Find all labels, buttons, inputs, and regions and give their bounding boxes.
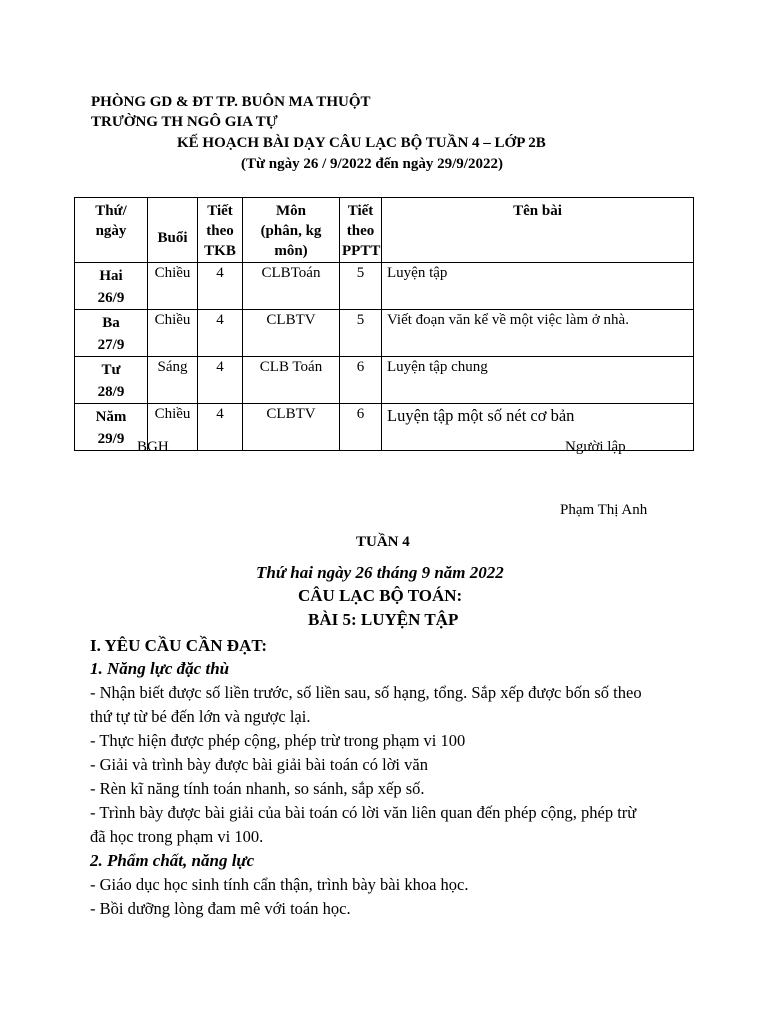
subject-cell: CLBTV [243,310,340,357]
session-cell: Chiều [148,263,198,310]
header-text: Thứ/ [95,203,127,219]
header-text: TKB [204,243,236,259]
subsection-heading: 2. Phẩm chất, năng lực [90,851,255,870]
day-name: Năm [95,409,127,425]
session-cell: Chiều [148,310,198,357]
paragraph-line: - Thực hiện được phép cộng, phép trừ trong phạm vi 100 [90,731,466,750]
header-text: Tiết [207,203,233,219]
col-header-pptt [340,198,382,263]
lesson-date: Thứ hai ngày 26 tháng 9 năm 2022 [256,563,504,582]
club-title: CÂU LẠC BỘ TOÁN: [298,586,463,605]
table-row [75,357,694,404]
header-text: Tiết [347,203,374,219]
pptt-cell: 5 [340,310,382,357]
period-cell: 4 [198,404,243,451]
subject-cell: CLB Toán [243,357,340,404]
day-name: Tư [101,362,121,378]
pptt-cell: 6 [340,404,382,451]
paragraph-line: - Giáo dục học sinh tính cẩn thận, trình bày bài khoa học. [90,875,469,894]
day-date: 27/9 [97,337,125,353]
subject-cell: CLBTV [243,404,340,451]
section-heading: I. YÊU CẦU CẦN ĐẠT: [90,636,268,655]
header-text: Buổi [157,230,188,246]
header-text: PPTT [342,243,381,259]
day-name: Ba [102,315,120,331]
day-date: 28/9 [97,384,125,400]
lesson-cell: Luyện tập chung [382,357,694,404]
header-text: theo [346,223,375,239]
paragraph-line: - Nhận biết được số liền trước, số liền sau, số hạng, tổng. Sắp xếp được bốn số theo [90,683,642,702]
period-cell: 4 [198,357,243,404]
header-text: Tên bài [513,203,562,219]
col-header-lesson [382,198,694,263]
subject-cell: CLBToán [243,263,340,310]
subsection-heading: 1. Năng lực đặc thù [90,659,230,678]
author-name: Phạm Thị Anh [560,502,648,518]
table-row [75,310,694,357]
paragraph-line: - Trình bày được bài giải của bài toán có lời văn liên quan đến phép cộng, phép trừ [90,803,637,822]
week-label: TUẦN 4 [356,534,410,550]
pptt-cell: 6 [340,357,382,404]
plan-title: KẾ HOẠCH BÀI DẠY CÂU LẠC BỘ TUẦN 4 – LỚP 2B [177,135,546,151]
paragraph-line: - Bồi dưỡng lòng đam mê với toán học. [90,899,351,918]
signature-left-label: BGH [137,439,169,455]
day-cell [75,263,148,310]
lesson-cell: Luyện tập [382,263,694,310]
table-header-row [75,198,694,263]
lesson-cell: Viết đoạn văn kể về một việc làm ở nhà. [382,310,694,357]
day-cell [75,357,148,404]
header-text: ngày [95,223,127,239]
day-name: Hai [99,268,123,284]
department-name: PHÒNG GD & ĐT TP. BUÔN MA THUỘT [91,94,371,110]
day-date: 29/9 [97,431,125,447]
col-header-tkb [198,198,243,263]
period-cell: 4 [198,310,243,357]
col-header-subject [243,198,340,263]
table-row [75,263,694,310]
lesson-title: BÀI 5: LUYỆN TẬP [308,610,459,629]
pptt-cell: 5 [340,263,382,310]
header-text: Môn [276,203,306,219]
session-cell: Sáng [148,357,198,404]
col-header-session [148,198,198,263]
header-text: môn) [274,243,308,259]
day-date: 26/9 [97,290,125,306]
day-cell [75,310,148,357]
date-range: (Từ ngày 26 / 9/2022 đến ngày 29/9/2022) [241,156,503,172]
lesson-cell: Luyện tập một số nét cơ bản [382,404,694,451]
col-header-day [75,198,148,263]
paragraph-line: đã học trong phạm vi 100. [90,827,264,846]
period-cell: 4 [198,263,243,310]
paragraph-line: - Giải và trình bày được bài giải bài toán có lời văn [90,755,428,774]
paragraph-line: thứ tự từ bé đến lớn và ngược lại. [90,707,311,726]
signature-right-label: Người lập [565,439,626,455]
header-text: (phân, kg [260,223,322,239]
schedule-table [74,197,694,451]
school-name: TRƯỜNG TH NGÔ GIA TỰ [91,114,278,130]
header-text: theo [206,223,234,239]
paragraph-line: - Rèn kĩ năng tính toán nhanh, so sánh, sắp xếp số. [90,779,425,798]
session-cell: Chiều [148,404,198,451]
